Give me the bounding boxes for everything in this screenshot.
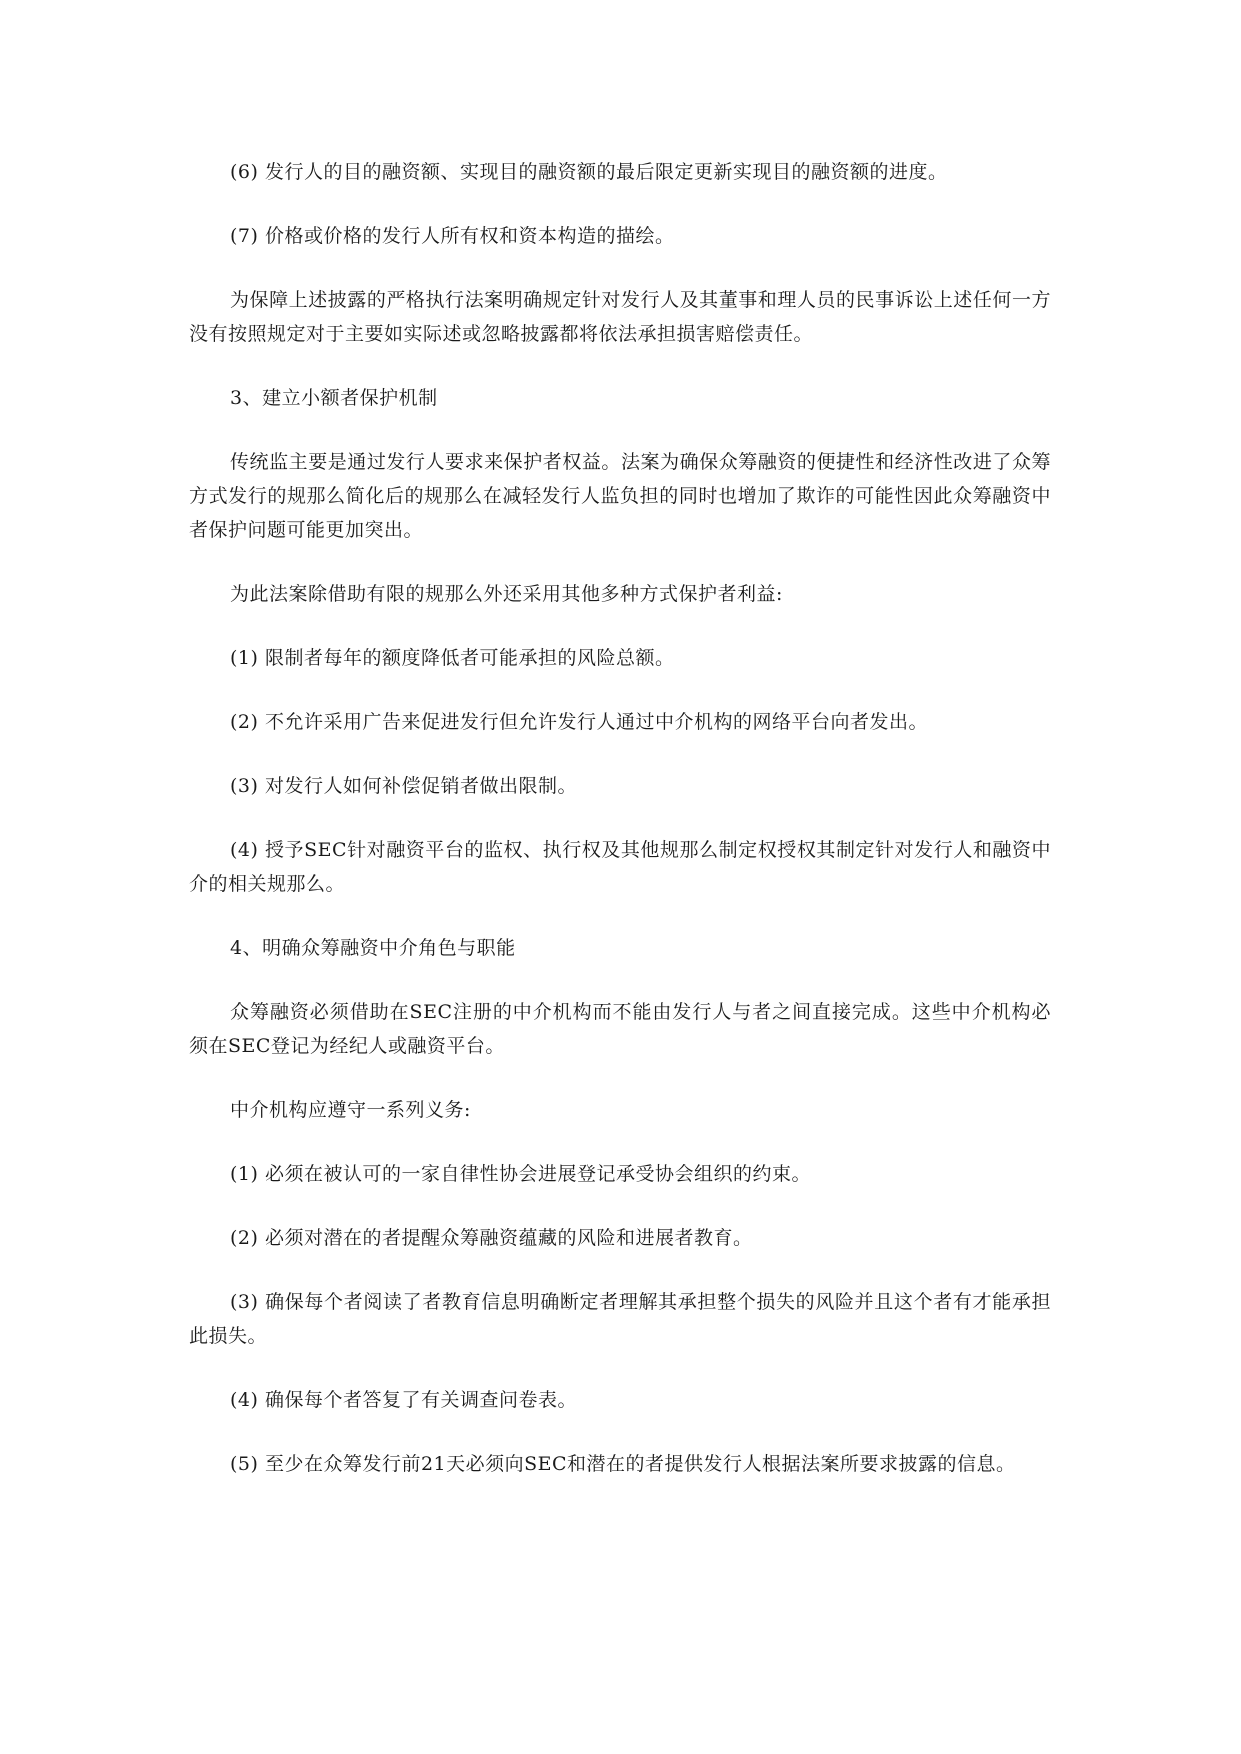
obligations-intro: 中介机构应遵守一系列义务:: [230, 1099, 471, 1121]
traditional-regulation-paragraph: 传统监主要是通过发行人要求来保护者权益。法案为确保众筹融资的便捷性和经济性改进了众筹方式发行的规那么简化后的规那么在减轻发行人监负担的同时也增加了欺诈的可能性因此众筹融资中者保护问题可能更加突出。: [189, 451, 1051, 541]
protection-item-2: (2) 不允许采用广告来促进发行但允许发行人通过中介机构的网络平台向者发出。: [230, 711, 928, 733]
section-3-heading: 3、建立小额者保护机制: [230, 387, 438, 409]
obligation-item-1: (1) 必须在被认可的一家自律性协会进展登记承受协会组织的约束。: [230, 1163, 811, 1185]
obligation-item-5: (5) 至少在众筹发行前21天必须向SEC和潜在的者提供发行人根据法案所要求披露的信息。: [230, 1453, 1016, 1475]
document-body: [189, 155, 1051, 1511]
protection-item-3: (3) 对发行人如何补偿促销者做出限制。: [230, 775, 577, 797]
protection-methods-intro: 为此法案除借助有限的规那么外还采用其他多种方式保护者利益:: [230, 583, 783, 605]
protection-item-1: (1) 限制者每年的额度降低者可能承担的风险总额。: [230, 647, 675, 669]
obligation-item-4: (4) 确保每个者答复了有关调查问卷表。: [230, 1389, 577, 1411]
section-4-heading: 4、明确众筹融资中介角色与职能: [230, 937, 516, 959]
liability-paragraph: 为保障上述披露的严格执行法案明确规定针对发行人及其董事和理人员的民事诉讼上述任何一方没有按照规定对于主要如实际述或忽略披露都将依法承担损害赔偿责任。: [189, 289, 1051, 345]
obligation-item-2: (2) 必须对潜在的者提醒众筹融资蕴藏的风险和进展者教育。: [230, 1227, 753, 1249]
item-6-paragraph: (6) 发行人的目的融资额、实现目的融资额的最后限定更新实现目的融资额的进度。: [230, 161, 948, 183]
obligation-item-3: (3) 确保每个者阅读了者教育信息明确断定者理解其承担整个损失的风险并且这个者有才能承担此损失。: [189, 1291, 1051, 1347]
intermediary-paragraph: 众筹融资必须借助在SEC注册的中介机构而不能由发行人与者之间直接完成。这些中介机构必须在SEC登记为经纪人或融资平台。: [189, 1001, 1051, 1057]
item-7-paragraph: (7) 价格或价格的发行人所有权和资本构造的描绘。: [230, 225, 675, 247]
protection-item-4: (4) 授予SEC针对融资平台的监权、执行权及其他规那么制定权授权其制定针对发行人和融资中介的相关规那么。: [189, 839, 1051, 895]
